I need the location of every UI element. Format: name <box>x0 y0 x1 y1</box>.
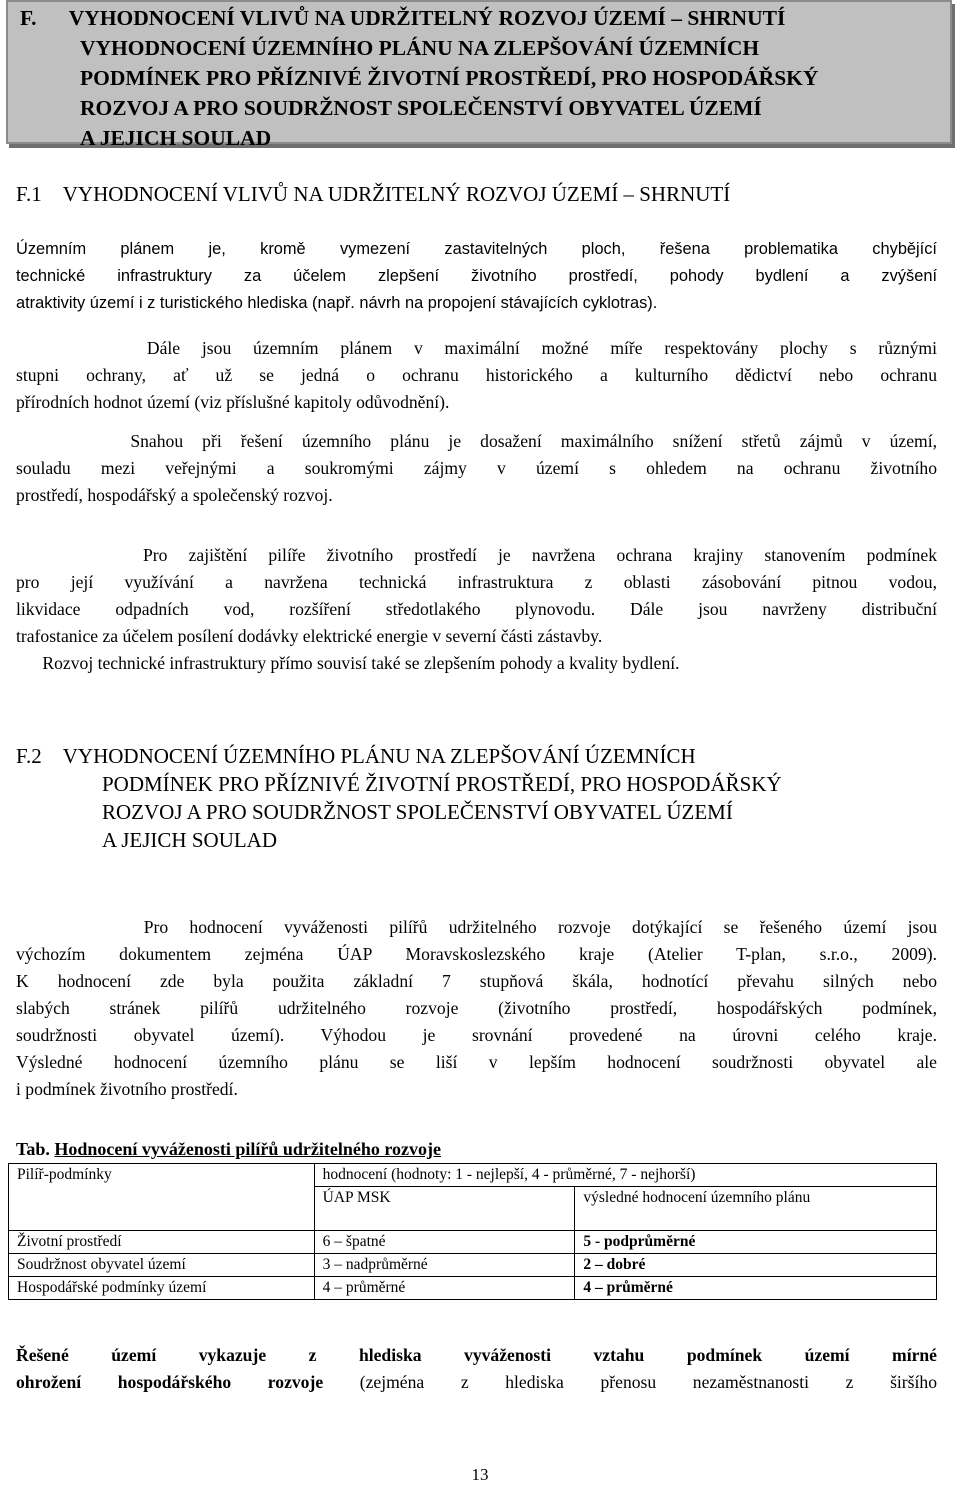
paragraph-line: Výsledné hodnocení územního plánu se liší v lepším hodnocení soudržnosti obyvatel ale <box>16 1052 937 1072</box>
chapter-title-line: VYHODNOCENÍ ÚZEMNÍHO PLÁNU NA ZLEPŠOVÁNÍ ÚZEMNÍCH <box>80 36 760 60</box>
paragraph-line: Územním plánem je, kromě vymezení zastavitelných ploch, řešena problematika chybějící <box>16 240 937 258</box>
table-cell-result: 4 – průměrné <box>575 1277 937 1300</box>
table-header-result: výsledné hodnocení územního plánu <box>575 1187 937 1231</box>
paragraph <box>16 335 937 416</box>
paragraph <box>16 428 937 509</box>
closing-line-bold: Řešené území vykazuje z hlediska vyváženosti vztahu podmínek území mírné <box>16 1345 937 1365</box>
page-number: 13 <box>471 1465 489 1484</box>
paragraph-line: atraktivity území i z turistického hlediska (např. návrh na propojení stávajících cyklotras). <box>16 294 658 312</box>
paragraph-line: Pro hodnocení vyváženosti pilířů udržitelného rozvoje dotýkající se řešeného území jsou <box>16 917 937 937</box>
table-row <box>9 1231 937 1254</box>
table-cell-uap: 3 – nadprůměrné <box>314 1254 575 1277</box>
chapter-title-line: F. VYHODNOCENÍ VLIVŮ NA UDRŽITELNÝ ROZVOJ ÚZEMÍ – SHRNUTÍ <box>20 6 786 30</box>
table-cell-pillar: Hospodářské podmínky území <box>9 1277 315 1300</box>
closing-rest: (zejména z hlediska přenosu nezaměstnanosti z širšího <box>323 1372 937 1392</box>
closing-bold-phrase: ohrožení hospodářského rozvoje <box>16 1372 324 1392</box>
table-caption <box>16 1139 441 1160</box>
paragraph-line: Pro zajištění pilíře životního prostředí je navržena ochrana krajiny stanovením podmínek <box>16 545 937 565</box>
paragraph-line: i podmínek životního prostředí. <box>16 1079 238 1099</box>
paragraph-line: přírodních hodnot území (viz příslušné kapitoly odůvodnění). <box>16 392 450 412</box>
paragraph-line: Snahou při řešení územního plánu je dosažení maximálního snížení střetů zájmů v území, <box>16 431 937 451</box>
table-cell-pillar: Soudržnost obyvatel území <box>9 1254 315 1277</box>
paragraph-line: Rozvoj technické infrastruktury přímo souvisí také se zlepšením pohody a kvality bydlení. <box>16 653 680 673</box>
table-row <box>9 1277 937 1300</box>
section-heading-line: ROZVOJ A PRO SOUDRŽNOST SPOLEČENSTVÍ OBYVATEL ÚZEMÍ <box>102 800 733 824</box>
table-cell-result: 2 – dobré <box>575 1254 937 1277</box>
paragraph <box>16 236 937 317</box>
closing-line <box>16 1369 937 1396</box>
paragraph <box>16 542 937 677</box>
closing-paragraph <box>16 1342 937 1396</box>
paragraph-line: stupni ochrany, ať už se jedná o ochranu historického a kulturního dědictví nebo ochranu <box>16 365 937 385</box>
paragraph-line: výchozím dokumentem zejména ÚAP Moravskoslezského kraje (Atelier T-plan, s.r.o., 2009). <box>16 944 937 964</box>
pillar-evaluation-table <box>8 1163 937 1300</box>
section-heading-line: A JEJICH SOULAD <box>102 828 278 852</box>
paragraph-line: pro její využívání a navržena technická infrastruktura z oblasti zásobování pitnou vodou, <box>16 572 937 592</box>
section-heading-line: PODMÍNEK PRO PŘÍZNIVÉ ŽIVOTNÍ PROSTŘEDÍ, PRO HOSPODÁŘSKÝ <box>102 772 782 796</box>
chapter-title-line: PODMÍNEK PRO PŘÍZNIVÉ ŽIVOTNÍ PROSTŘEDÍ, PRO HOSPODÁŘSKÝ <box>80 66 819 90</box>
chapter-title-line: ROZVOJ A PRO SOUDRŽNOST SPOLEČENSTVÍ OBYVATEL ÚZEMÍ <box>80 96 762 120</box>
paragraph-line: trafostanice za účelem posílení dodávky elektrické energie v severní části zástavby. <box>16 626 603 646</box>
table-caption-prefix: Tab. <box>16 1139 50 1159</box>
table-header-group: hodnocení (hodnoty: 1 - nejlepší, 4 - průměrné, 7 - nejhorší) <box>314 1164 936 1187</box>
paragraph-line: K hodnocení zde byla použita základní 7 stupňová škála, hodnotící převahu silných nebo <box>16 971 937 991</box>
paragraph-line: likvidace odpadních vod, rozšíření středotlakého plynovodu. Dále jsou navrženy distribuční <box>16 599 937 619</box>
table-row <box>9 1254 937 1277</box>
section-heading-f1: F.1 VYHODNOCENÍ VLIVŮ NA UDRŽITELNÝ ROZVOJ ÚZEMÍ – SHRNUTÍ <box>16 182 731 206</box>
paragraph-line: soudržnosti obyvatel území). Výhodou je srovnání provedené na úrovni celého kraje. <box>16 1025 937 1045</box>
table-caption-title: Hodnocení vyváženosti pilířů udržitelného rozvoje <box>54 1139 442 1159</box>
table-header-pillar: Pilíř-podmínky <box>9 1164 315 1231</box>
table-cell-uap: 6 – špatné <box>314 1231 575 1254</box>
paragraph-line: slabých stránek pilířů udržitelného rozvoje (životního prostředí, hospodářských podmínek, <box>16 998 937 1018</box>
paragraph-line: Dále jsou územním plánem v maximální možné míře respektovány plochy s různými <box>16 338 937 358</box>
chapter-title-line: A JEJICH SOULAD <box>80 126 272 150</box>
paragraph <box>16 914 937 1103</box>
section-heading-line: F.2 VYHODNOCENÍ ÚZEMNÍHO PLÁNU NA ZLEPŠOVÁNÍ ÚZEMNÍCH <box>16 744 696 768</box>
table-cell-pillar: Životní prostředí <box>9 1231 315 1254</box>
table-header-uap: ÚAP MSK <box>314 1187 575 1231</box>
paragraph-line: technické infrastruktury za účelem zlepšení životního prostředí, pohody bydlení a zvýšení <box>16 267 937 285</box>
table-header-row <box>9 1164 937 1187</box>
paragraph-line: souladu mezi veřejnými a soukromými zájmy v území s ohledem na ochranu životního <box>16 458 937 478</box>
paragraph-line: prostředí, hospodářský a společenský rozvoj. <box>16 485 333 505</box>
table-cell-result: 5 - podprůměrné <box>575 1231 937 1254</box>
table-cell-uap: 4 – průměrné <box>314 1277 575 1300</box>
